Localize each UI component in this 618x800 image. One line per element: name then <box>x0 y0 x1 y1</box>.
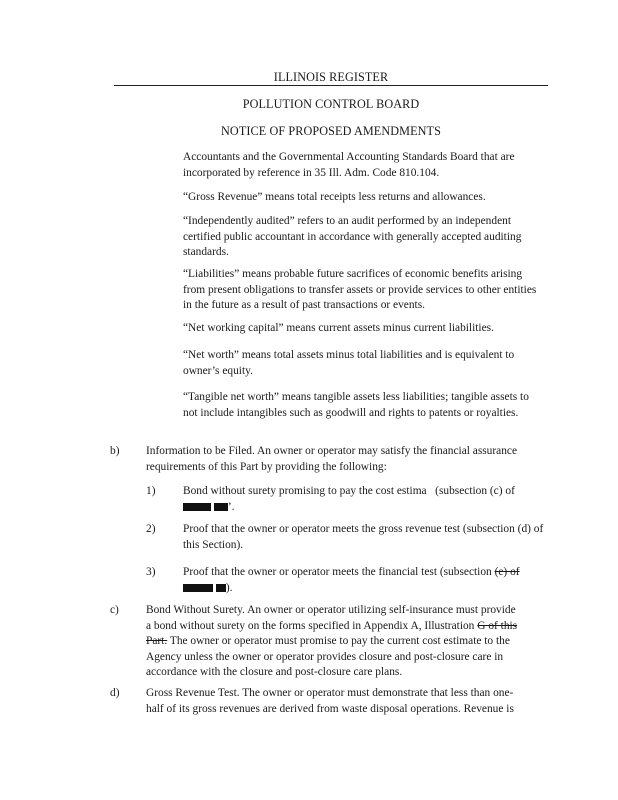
notice-title: NOTICE OF PROPOSED AMENDMENTS <box>221 124 441 138</box>
item-text-part: Proof that the owner or operator meets the financial test (subsection <box>183 566 492 578</box>
definition-paragraph: “Independently audited” refers to an audit performed by an independent certified public accountant in accordance with generally accepted auditing standards. <box>183 215 522 258</box>
definition-paragraph: “Liabilities” means probable future sacrifices of economic benefits arising from present obligations to transfer assets or provide services to other entities in the future as a result of past transactions or events. <box>183 268 537 311</box>
struck-text: G of this <box>477 619 518 632</box>
item-number: 1) <box>146 485 156 497</box>
item-text-part: ’. <box>227 500 235 513</box>
definition-paragraph: “Gross Revenue” means total receipts less returns and allowances. <box>183 191 486 203</box>
text-line: Gross Revenue Test. The owner or operator must demonstrate that less than one- <box>146 687 514 699</box>
item-number: 3) <box>146 566 156 578</box>
text-line: Bond Without Surety. An owner or operator utilizing self-insurance must provide <box>146 604 516 616</box>
item-number: 2) <box>146 523 156 535</box>
text-part: The owner or operator must promise to pay the current cost estimate to the <box>169 635 510 647</box>
item-text-part: Bond without surety promising to pay the cost estima <box>183 485 427 497</box>
redaction-mark <box>183 503 211 511</box>
register-title: ILLINOIS REGISTER <box>273 70 389 84</box>
text-line: half of its gross revenues are derived from waste disposal operations. Revenue is <box>146 702 514 715</box>
section-d-text <box>146 686 566 717</box>
redaction-mark <box>216 584 226 592</box>
section-label: d) <box>110 687 120 699</box>
item-text <box>183 484 553 515</box>
item-text-part: ). <box>225 581 233 594</box>
definition-paragraph: “Net working capital” means current assets minus current liabilities. <box>183 322 494 334</box>
redaction-mark <box>214 503 228 511</box>
section-label: b) <box>110 445 120 457</box>
text-line: Agency unless the owner or operator provides closure and post-closure care in <box>146 650 504 663</box>
header-rule <box>114 85 548 86</box>
definition-paragraph: “Tangible net worth” means tangible assets less liabilities; tangible assets to not include intangibles such as goodwill and rights to patents or royalties. <box>183 391 529 419</box>
struck-text: Part. <box>146 635 168 647</box>
section-b-text: Information to be Filed. An owner or operator may satisfy the financial assurance requirements of this Part by providing the following: <box>146 445 518 473</box>
text-line <box>146 634 566 650</box>
section-c-text <box>146 603 566 681</box>
struck-text: (e) of <box>494 566 520 578</box>
item-text: Proof that the owner or operator meets the gross revenue test (subsection (d) of this Section). <box>183 523 544 551</box>
redaction-mark <box>183 584 213 592</box>
item-text <box>183 565 553 596</box>
board-title: POLLUTION CONTROL BOARD <box>242 97 420 111</box>
item-text-part: (subsection (c) of <box>435 485 515 497</box>
section-label: c) <box>110 604 119 616</box>
definition-paragraph: Accountants and the Governmental Accounting Standards Board that are incorporated by reference in 35 Ill. Adm. Code 810.104. <box>183 151 515 179</box>
text-part: a bond without surety on the forms specified in Appendix A, Illustration <box>146 619 475 632</box>
text-line: accordance with the closure and post-closure care plans. <box>146 666 403 678</box>
definition-paragraph: “Net worth” means total assets minus total liabilities and is equivalent to owner’s equity. <box>183 349 515 377</box>
text-line <box>146 619 566 635</box>
